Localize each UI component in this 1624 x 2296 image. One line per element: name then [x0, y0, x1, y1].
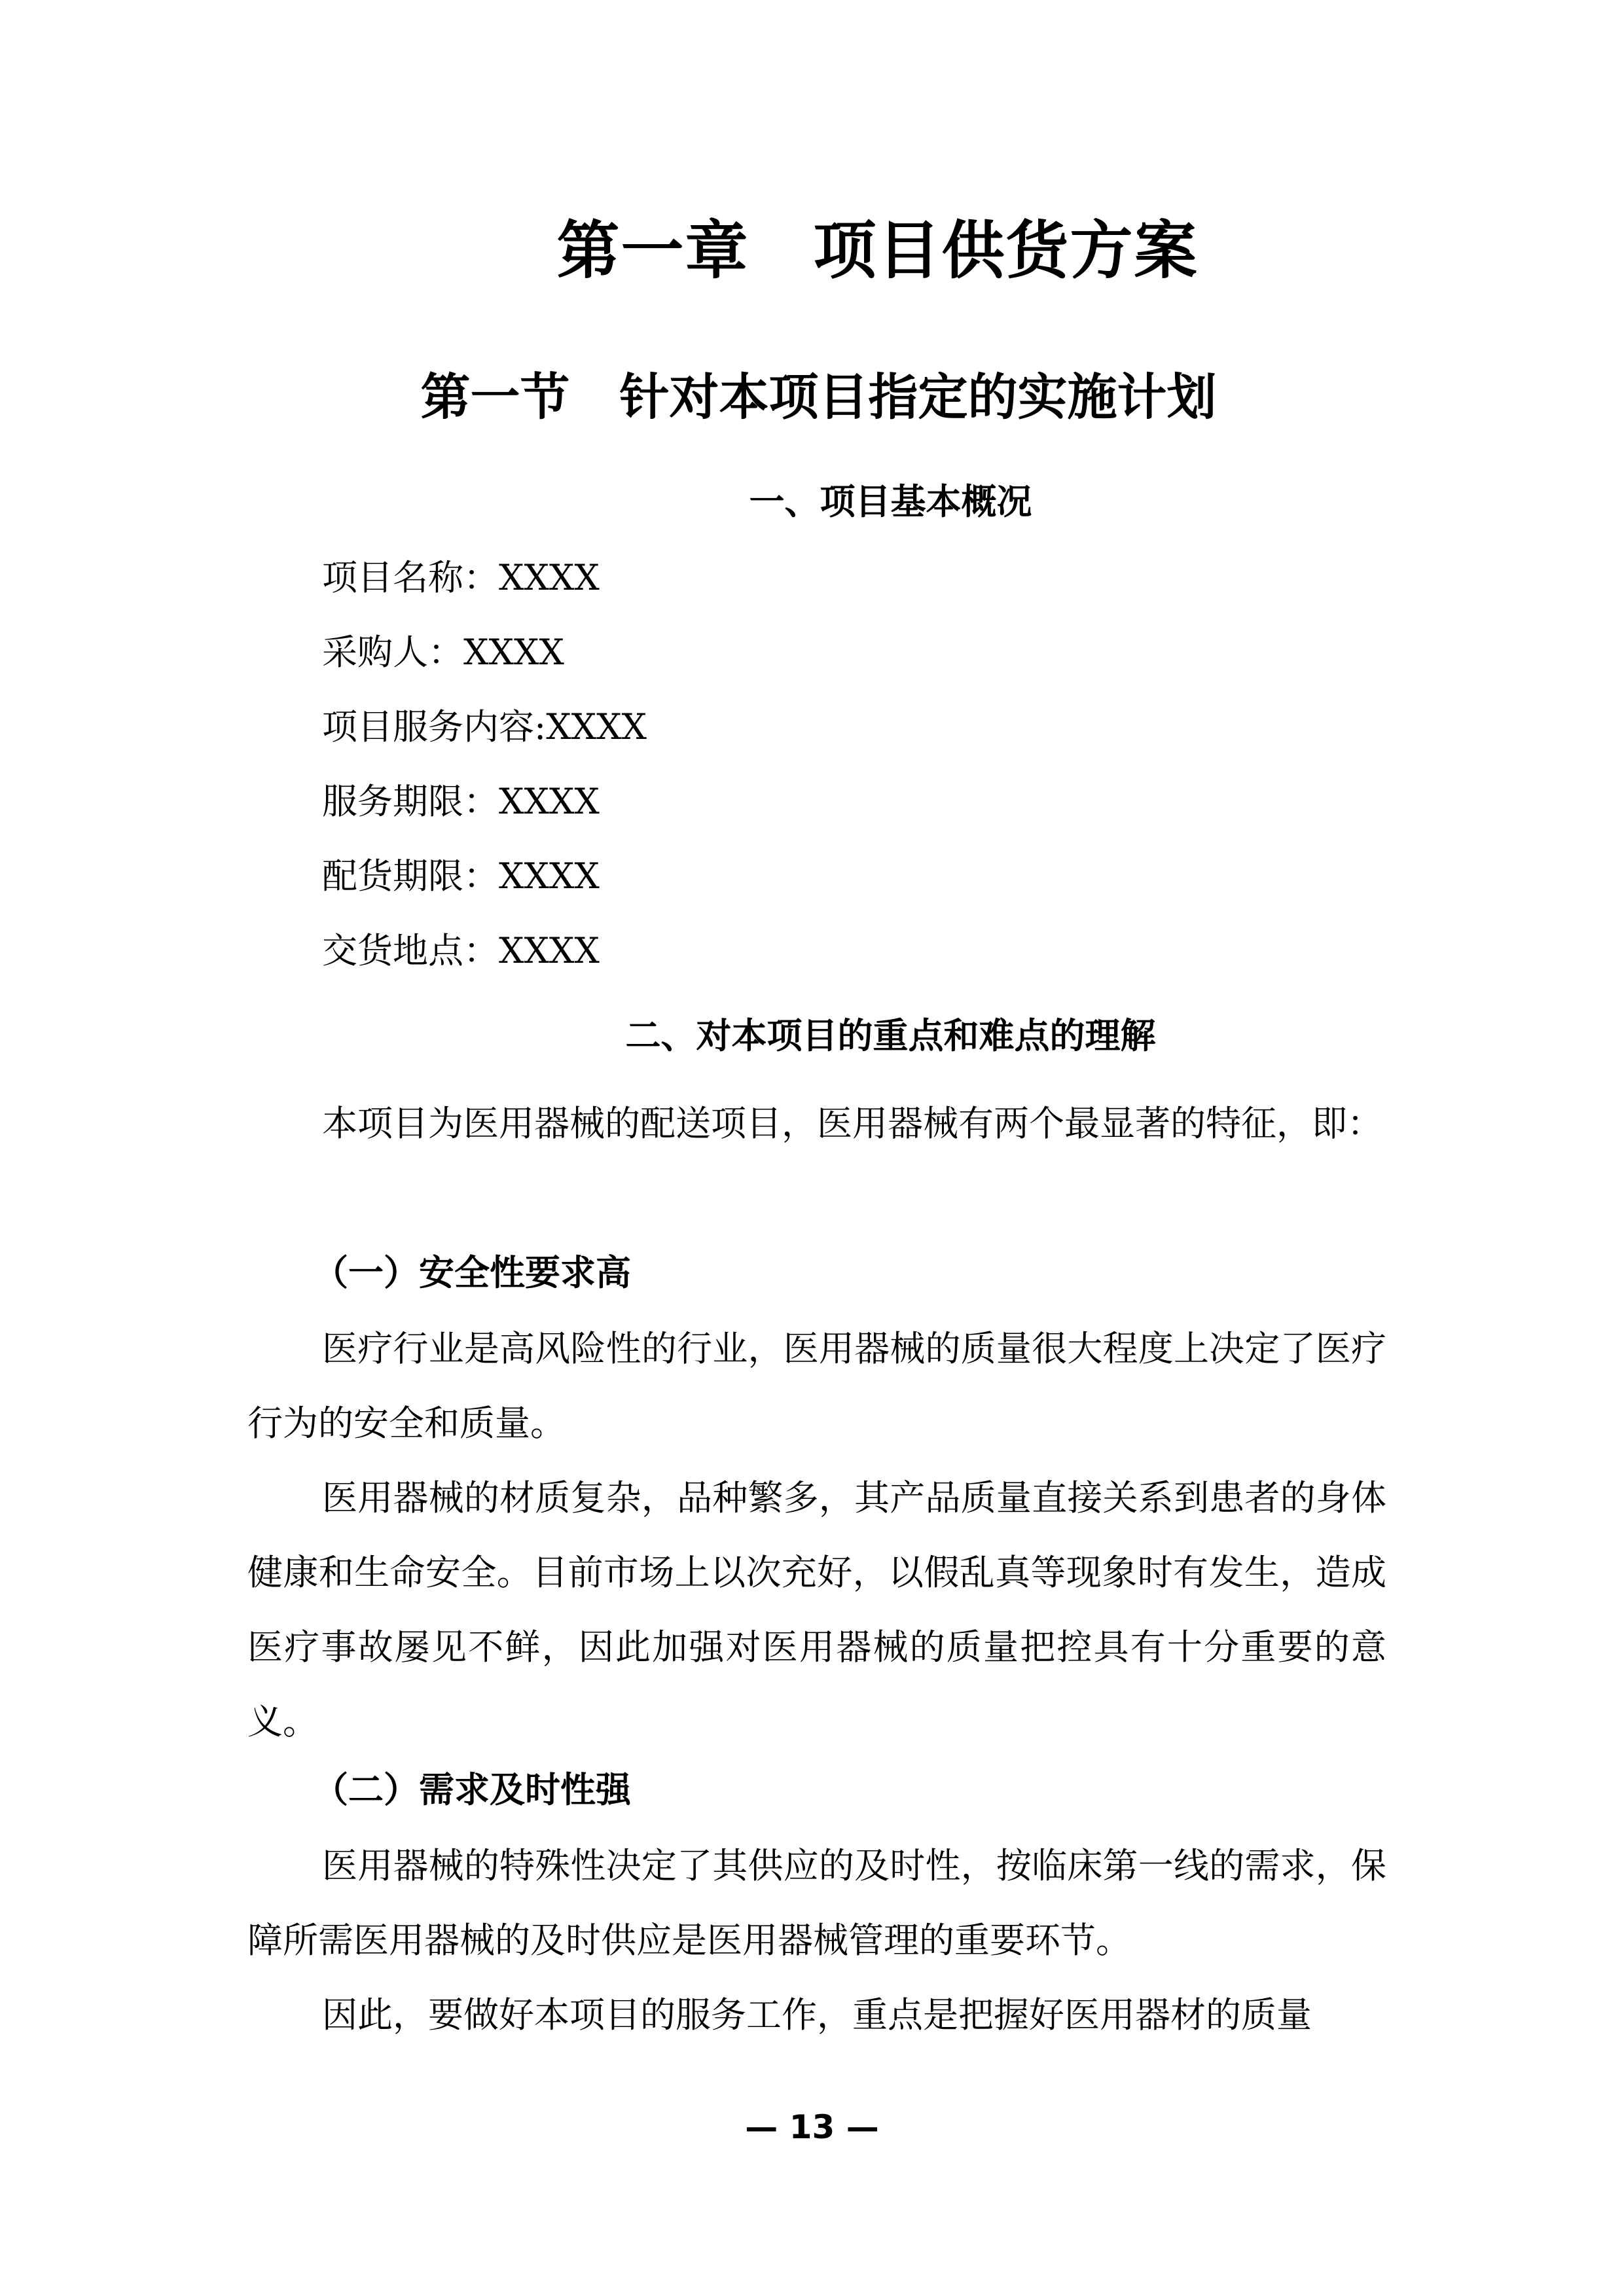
info-delivery-place: 交货地点：XXXX [322, 930, 600, 971]
conclusion-paragraph: 因此，要做好本项目的服务工作，重点是把握好医用器材的质量 [322, 1994, 1312, 2036]
info-service-period: 服务期限：XXXX [322, 781, 600, 822]
info-project-name: 项目名称：XXXX [322, 557, 600, 598]
subheading-timeliness: （二）需求及时性强 [313, 1769, 631, 1810]
safety-paragraph-2: 医用器械的材质复杂，品种繁多，其产品质量直接关系到患者的身体健康和生命安全。目前市场上以次充好，以假乱真等现象时有发生，造成医疗事故屡见不鲜，因此加强对医用器械的质量把控具有十分重要的意义。 [247, 1477, 1386, 1742]
heading-key-difficulties: 二、对本项目的重点和难点的理解 [625, 1015, 1156, 1056]
intro-paragraph: 本项目为医用器械的配送项目，医用器械有两个最显著的特征，即： [322, 1103, 1382, 1144]
page-number: — 13 — [745, 2108, 879, 2146]
subheading-safety: （一）安全性要求高 [313, 1252, 631, 1293]
info-service-content: 项目服务内容:XXXX [322, 706, 647, 747]
heading-project-overview: 一、项目基本概况 [749, 481, 1032, 522]
info-delivery-period: 配货期限：XXXX [322, 855, 600, 897]
safety-paragraph-1: 医疗行业是高风险性的行业，医用器械的质量很大程度上决定了医疗行为的安全和质量。 [247, 1328, 1386, 1444]
section-title: 第一节 针对本项目指定的实施计划 [420, 368, 1217, 426]
chapter-title: 第一章 项目供货方案 [556, 214, 1199, 287]
info-purchaser: 采购人：XXXX [322, 632, 564, 673]
timeliness-paragraph: 医用器械的特殊性决定了其供应的及时性，按临床第一线的需求，保障所需医用器械的及时供应是医用器械管理的重要环节。 [247, 1845, 1386, 1961]
